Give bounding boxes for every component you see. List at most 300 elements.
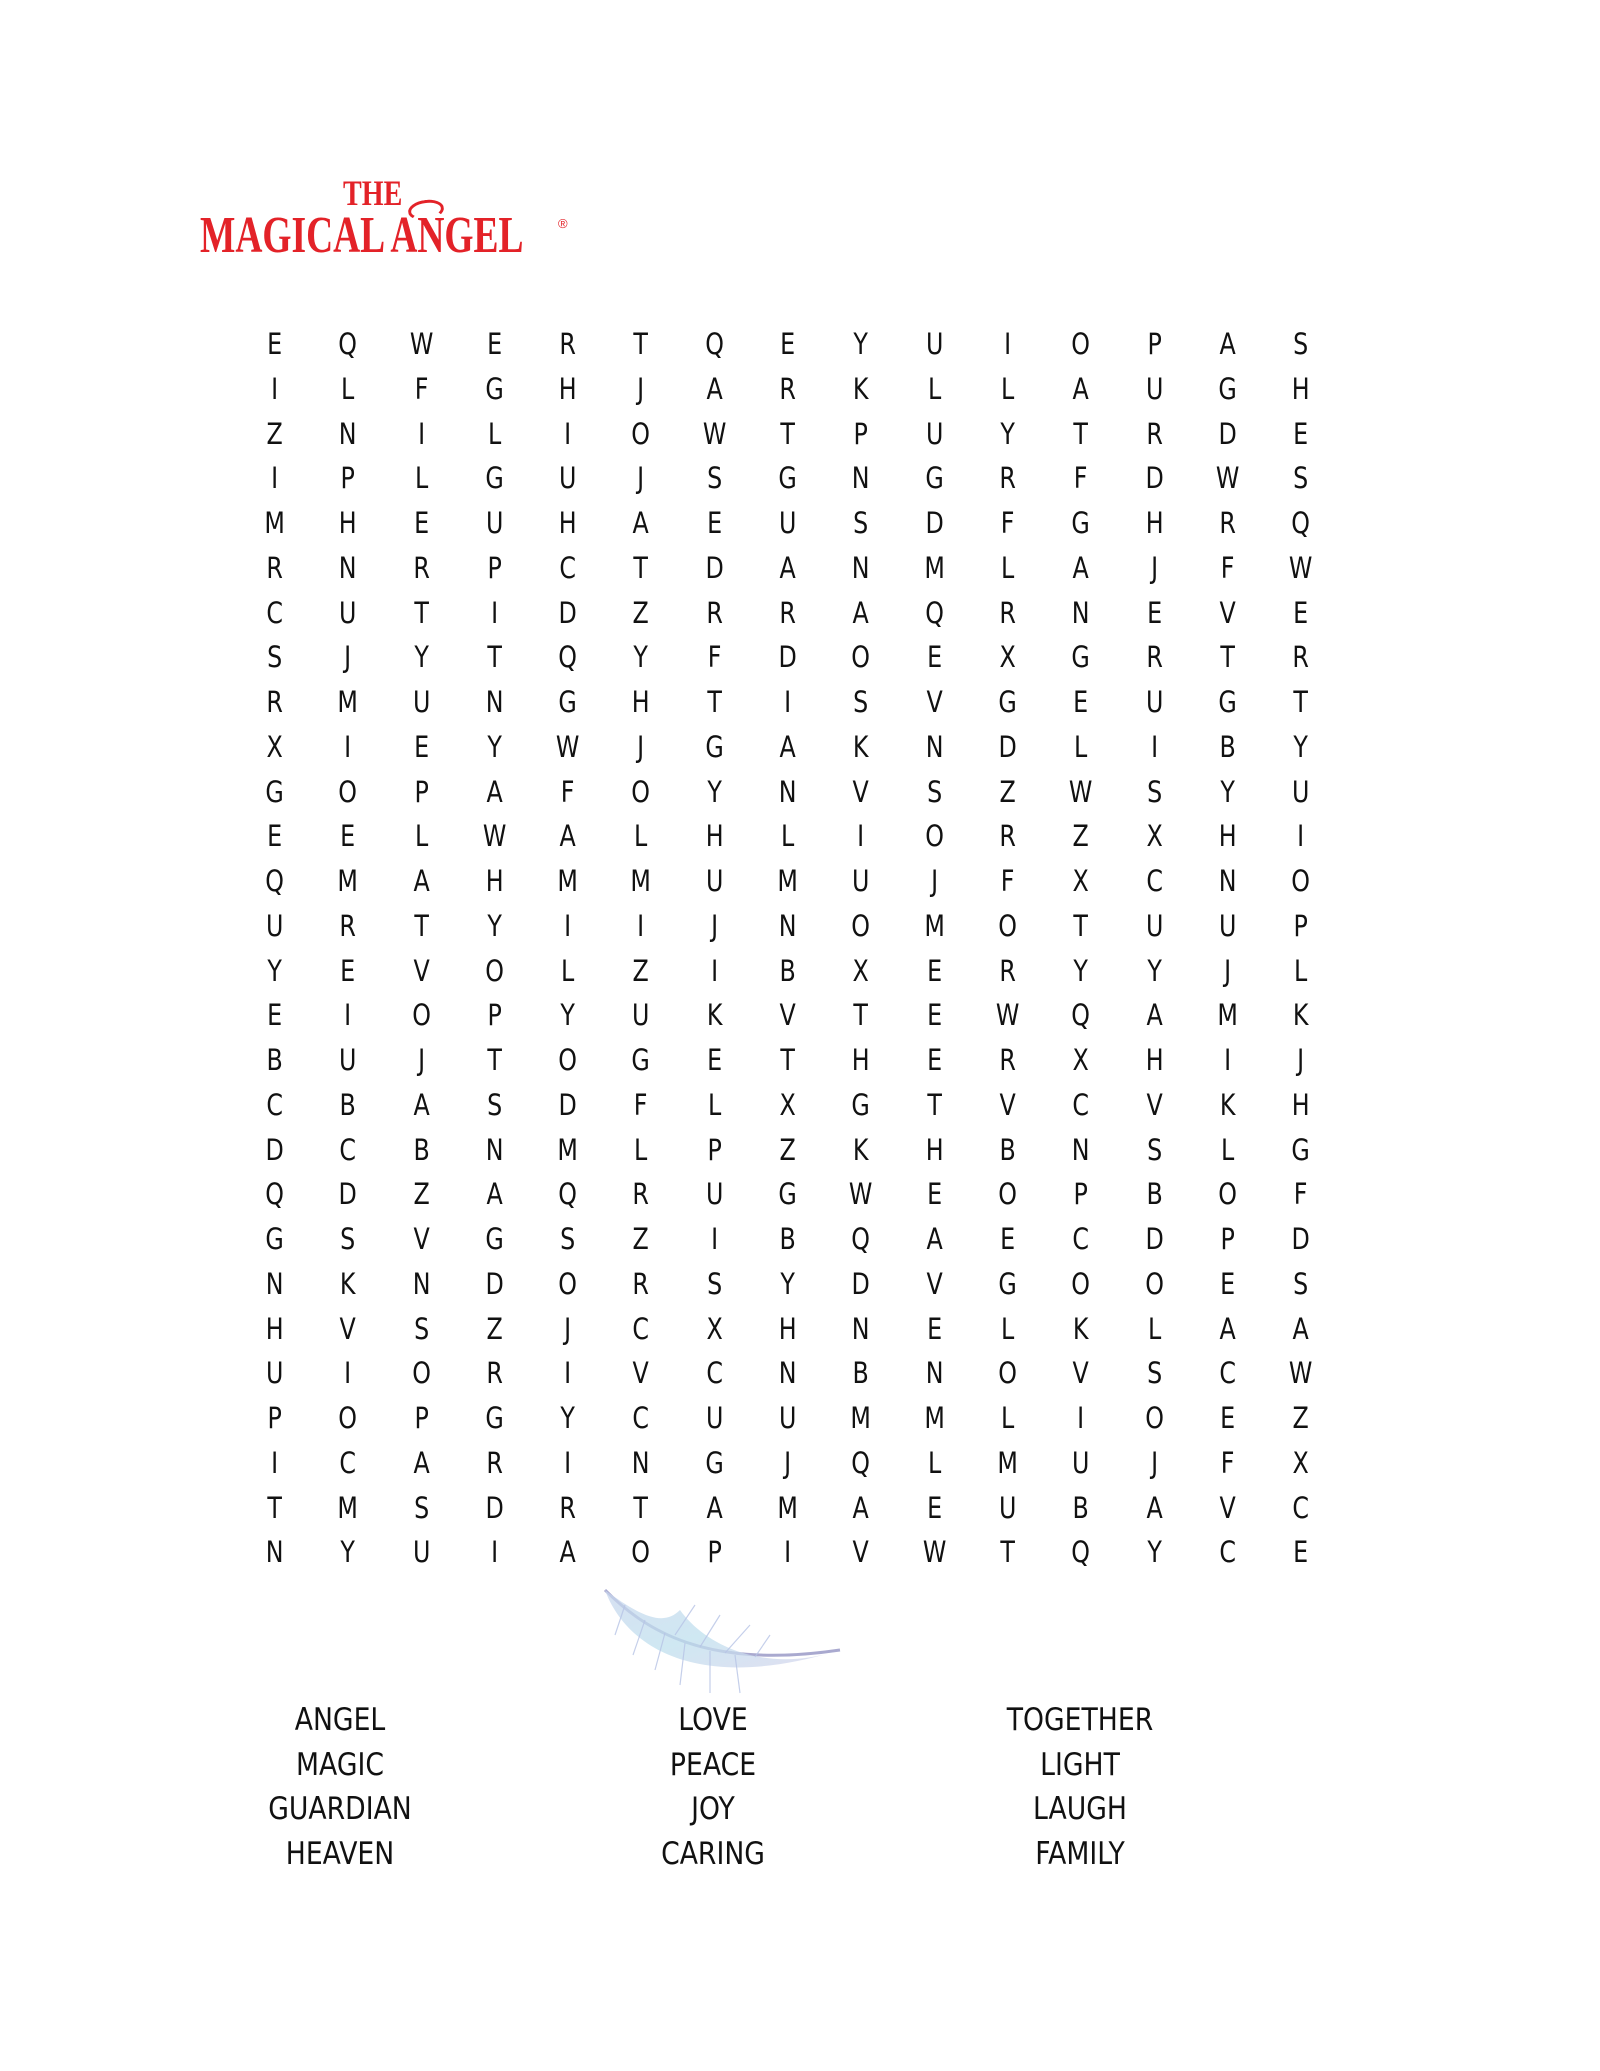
- grid-letter: I: [1297, 819, 1305, 854]
- grid-letter: I: [637, 908, 645, 943]
- grid-letter: R: [1145, 640, 1163, 675]
- grid-letter: Q: [1071, 1535, 1091, 1570]
- grid-letter: G: [705, 1445, 724, 1480]
- grid-letter: Z: [486, 1311, 503, 1346]
- grid-letter: L: [1000, 371, 1015, 406]
- grid-letter: N: [632, 1445, 651, 1480]
- word-item: HEAVEN: [285, 1835, 395, 1872]
- grid-letter: A: [413, 1087, 430, 1122]
- grid-letter: L: [634, 819, 648, 854]
- grid-letter: H: [265, 1311, 284, 1346]
- grid-letter: G: [1218, 371, 1237, 406]
- grid-letter: U: [852, 864, 870, 898]
- grid-letter: Z: [1292, 1401, 1309, 1435]
- grid-letter: H: [485, 864, 504, 898]
- grid-letter: G: [1071, 640, 1091, 675]
- grid-letter: V: [1219, 595, 1236, 630]
- grid-letter: L: [634, 1132, 648, 1167]
- grid-letter: V: [413, 953, 430, 988]
- grid-letter: Q: [1071, 998, 1091, 1033]
- grid-letter: M: [337, 1490, 359, 1525]
- grid-letter: N: [1072, 1132, 1090, 1167]
- grid-letter: R: [559, 1490, 577, 1525]
- grid-letter: D: [1291, 1222, 1310, 1256]
- grid-letter: W: [995, 998, 1020, 1033]
- grid-letter: K: [1073, 1311, 1089, 1346]
- grid-letter: H: [1218, 819, 1237, 854]
- grid-letter: O: [1218, 1177, 1237, 1212]
- grid-letter: U: [485, 506, 504, 540]
- grid-letter: O: [558, 1043, 578, 1077]
- grid-letter: O: [338, 774, 358, 809]
- grid-letter: X: [1072, 864, 1090, 898]
- grid-letter: U: [265, 1356, 284, 1391]
- grid-letter: T: [1220, 640, 1235, 675]
- grid-letter: W: [922, 1535, 947, 1570]
- grid-letter: A: [413, 864, 430, 898]
- grid-letter: A: [926, 1222, 943, 1256]
- grid-letter: L: [927, 371, 941, 406]
- grid-letter: Z: [266, 416, 283, 451]
- grid-letter: K: [853, 729, 869, 764]
- grid-letter: C: [1219, 1535, 1236, 1570]
- grid-letter: A: [559, 819, 576, 854]
- grid-letter: G: [485, 461, 504, 496]
- grid-letter: B: [779, 1222, 796, 1256]
- grid-letter: T: [1073, 416, 1089, 451]
- grid-letter: L: [1294, 953, 1308, 988]
- logo-the: THE: [343, 173, 403, 213]
- grid-letter: D: [1145, 461, 1164, 496]
- grid-letter: O: [1144, 1266, 1164, 1301]
- grid-letter: D: [851, 1266, 871, 1301]
- grid-letter: I: [710, 953, 718, 988]
- grid-letter: R: [632, 1266, 650, 1301]
- grid-letter: E: [1000, 1222, 1016, 1256]
- grid-letter: C: [266, 1087, 283, 1122]
- grid-letter: U: [998, 1490, 1017, 1525]
- grid-letter: O: [411, 998, 431, 1033]
- grid-letter: E: [1293, 1535, 1309, 1570]
- grid-letter: N: [925, 1356, 944, 1391]
- grid-letter: R: [266, 685, 283, 719]
- grid-letter: N: [1072, 595, 1090, 630]
- grid-letter: Y: [340, 1535, 356, 1570]
- grid-letter: Q: [851, 1222, 871, 1256]
- grid-letter: I: [784, 685, 792, 719]
- grid-letter: A: [486, 1177, 503, 1212]
- grid-letter: J: [417, 1043, 425, 1077]
- grid-letter: O: [851, 908, 871, 943]
- grid-letter: V: [1146, 1087, 1163, 1122]
- grid-letter: P: [707, 1132, 722, 1167]
- grid-letter: Q: [558, 1177, 578, 1212]
- grid-letter: Q: [851, 1445, 871, 1480]
- grid-letter: O: [851, 640, 871, 675]
- grid-letter: T: [487, 1043, 502, 1077]
- grid-letter: R: [486, 1445, 503, 1480]
- grid-letter: C: [632, 1401, 650, 1435]
- grid-letter: E: [487, 327, 503, 361]
- grid-letter: I: [271, 1445, 279, 1480]
- grid-letter: M: [997, 1445, 1018, 1480]
- word-item: MAGIC: [296, 1746, 384, 1783]
- grid-letter: R: [999, 461, 1016, 496]
- grid-letter: H: [558, 506, 577, 540]
- grid-letter: L: [341, 371, 355, 406]
- grid-letter: D: [338, 1177, 358, 1212]
- grid-letter: Q: [1291, 506, 1311, 540]
- grid-letter: H: [778, 1311, 797, 1346]
- grid-letter: G: [998, 685, 1017, 719]
- grid-letter: I: [271, 371, 279, 406]
- word-item: GUARDIAN: [268, 1791, 412, 1827]
- grid-letter: H: [925, 1132, 944, 1167]
- grid-letter: V: [926, 685, 943, 719]
- grid-letter: Z: [632, 1222, 650, 1256]
- grid-letter: Z: [632, 595, 650, 630]
- grid-letter: R: [999, 819, 1016, 854]
- grid-letter: W: [1289, 550, 1313, 585]
- grid-letter: G: [1071, 506, 1091, 540]
- grid-letter: P: [267, 1401, 282, 1435]
- grid-letter: M: [337, 685, 359, 719]
- grid-letter: A: [852, 595, 870, 630]
- grid-letter: J: [1150, 1445, 1158, 1480]
- grid-letter: H: [705, 819, 724, 854]
- grid-letter: F: [634, 1087, 648, 1122]
- grid-letter: N: [925, 729, 944, 764]
- grid-letter: M: [924, 1401, 945, 1435]
- grid-letter: K: [1292, 998, 1309, 1033]
- grid-letter: O: [1144, 1401, 1164, 1435]
- grid-letter: C: [266, 595, 283, 630]
- grid-letter: E: [926, 1490, 942, 1525]
- grid-letter: S: [1146, 774, 1162, 809]
- grid-letter: D: [558, 1087, 577, 1122]
- grid-letter: Z: [1072, 819, 1090, 854]
- grid-letter: I: [344, 998, 352, 1033]
- grid-letter: P: [1073, 1177, 1089, 1212]
- word-list-column-2: [563, 1698, 863, 1876]
- grid-letter: G: [925, 461, 944, 496]
- grid-letter: R: [339, 908, 357, 943]
- grid-letter: V: [926, 1266, 943, 1301]
- grid-letter: M: [924, 550, 945, 585]
- grid-letter: T: [707, 685, 722, 719]
- grid-letter: K: [340, 1266, 356, 1301]
- grid-letter: I: [344, 1356, 352, 1391]
- grid-letter: C: [1145, 864, 1163, 898]
- grid-letter: P: [487, 998, 502, 1033]
- grid-letter: H: [1145, 506, 1164, 540]
- grid-letter: V: [339, 1311, 357, 1346]
- grid-letter: Y: [1293, 729, 1309, 764]
- grid-letter: G: [265, 774, 284, 809]
- grid-letter: B: [1072, 1490, 1090, 1525]
- grid-letter: Y: [560, 1401, 576, 1435]
- grid-letter: V: [1219, 1490, 1236, 1525]
- grid-letter: Y: [1220, 774, 1235, 809]
- grid-letter: I: [564, 1356, 572, 1391]
- grid-letter: Y: [1146, 1535, 1162, 1570]
- brand-logo: [200, 172, 580, 272]
- grid-letter: U: [1145, 685, 1163, 719]
- grid-letter: Z: [779, 1132, 796, 1167]
- grid-letter: F: [1000, 864, 1015, 898]
- grid-letter: O: [1071, 1266, 1091, 1301]
- grid-letter: A: [1072, 371, 1090, 406]
- grid-letter: P: [340, 461, 356, 496]
- grid-letter: L: [561, 953, 575, 988]
- grid-letter: H: [1291, 371, 1310, 406]
- grid-letter: D: [998, 729, 1017, 764]
- grid-letter: F: [560, 774, 575, 809]
- grid-letter: G: [558, 685, 578, 719]
- word-item: CARING: [661, 1835, 765, 1872]
- grid-letter: L: [1000, 1401, 1015, 1435]
- grid-letter: E: [267, 327, 283, 361]
- grid-letter: D: [1145, 1222, 1164, 1256]
- grid-letter: P: [487, 550, 502, 585]
- grid-letter: T: [487, 640, 502, 675]
- grid-letter: P: [1293, 908, 1308, 943]
- grid-letter: U: [705, 864, 724, 898]
- grid-letter: N: [852, 1311, 870, 1346]
- grid-letter: H: [632, 685, 651, 719]
- grid-letter: Y: [1146, 953, 1162, 988]
- grid-letter: H: [558, 371, 577, 406]
- grid-letter: U: [412, 685, 430, 719]
- word-item: LAUGH: [1033, 1791, 1127, 1827]
- grid-letter: T: [267, 1490, 282, 1525]
- grid-letter: N: [265, 1535, 284, 1570]
- grid-letter: E: [413, 729, 429, 764]
- grid-letter: B: [1219, 729, 1236, 764]
- grid-letter: S: [853, 685, 869, 719]
- grid-letter: E: [413, 506, 429, 540]
- grid-letter: D: [485, 1266, 504, 1301]
- grid-letter: O: [558, 1266, 578, 1301]
- grid-letter: M: [924, 908, 945, 943]
- grid-letter: D: [925, 506, 944, 540]
- grid-letter: L: [1220, 1132, 1235, 1167]
- grid-letter: C: [706, 1356, 723, 1391]
- grid-letter: T: [633, 550, 649, 585]
- grid-letter: S: [1146, 1132, 1162, 1167]
- grid-letter: N: [485, 1132, 504, 1167]
- grid-letter: J: [1297, 1043, 1305, 1077]
- grid-letter: S: [1293, 1266, 1309, 1301]
- grid-letter: D: [265, 1132, 284, 1167]
- grid-letter: E: [926, 1311, 942, 1346]
- grid-letter: Q: [265, 1177, 285, 1212]
- grid-letter: G: [778, 1177, 797, 1212]
- grid-letter: F: [414, 371, 429, 406]
- grid-letter: I: [857, 819, 865, 854]
- grid-letter: S: [926, 774, 942, 809]
- grid-letter: B: [266, 1043, 283, 1077]
- grid-letter: H: [852, 1043, 870, 1077]
- grid-letter: Y: [707, 774, 722, 809]
- grid-letter: C: [559, 550, 577, 585]
- grid-letter: I: [1004, 327, 1012, 361]
- grid-letter: T: [633, 1490, 649, 1525]
- grid-letter: R: [559, 327, 577, 361]
- grid-letter: D: [1218, 416, 1237, 451]
- grid-letter: N: [1218, 864, 1237, 898]
- grid-letter: V: [1072, 1356, 1090, 1391]
- grid-letter: P: [853, 416, 869, 451]
- grid-letter: M: [777, 1490, 798, 1525]
- grid-letter: I: [344, 729, 352, 764]
- grid-letter: L: [781, 819, 795, 854]
- grid-letter: C: [1219, 1356, 1236, 1391]
- grid-letter: E: [267, 998, 283, 1033]
- grid-letter: Q: [924, 595, 944, 630]
- grid-letter: A: [486, 774, 503, 809]
- grid-letter: O: [924, 819, 944, 854]
- grid-letter: O: [998, 1177, 1017, 1212]
- grid-letter: M: [1217, 998, 1238, 1033]
- grid-letter: E: [706, 1043, 722, 1077]
- grid-letter: G: [1291, 1132, 1311, 1167]
- grid-letter: R: [1145, 416, 1163, 451]
- grid-letter: W: [1069, 774, 1093, 809]
- grid-letter: T: [413, 908, 429, 943]
- grid-letter: R: [779, 595, 796, 630]
- grid-letter: E: [926, 998, 942, 1033]
- grid-letter: T: [927, 1087, 942, 1122]
- grid-letter: R: [999, 595, 1016, 630]
- grid-letter: I: [564, 416, 572, 451]
- grid-letter: L: [927, 1445, 941, 1480]
- grid-letter: B: [339, 1087, 357, 1122]
- grid-letter: A: [706, 1490, 723, 1525]
- grid-letter: Q: [558, 640, 578, 675]
- grid-letter: A: [779, 729, 796, 764]
- grid-letter: K: [706, 998, 723, 1033]
- grid-letter: G: [851, 1087, 871, 1122]
- grid-letter: A: [779, 550, 796, 585]
- grid-letter: D: [705, 550, 724, 585]
- grid-letter: U: [339, 1043, 357, 1077]
- grid-letter: U: [779, 1401, 797, 1435]
- logo-title: MAGICAL ANGEL: [200, 207, 524, 264]
- grid-letter: W: [482, 819, 507, 854]
- grid-letter: W: [1289, 1356, 1313, 1391]
- word-item: ANGEL: [294, 1702, 386, 1738]
- grid-letter: V: [632, 1356, 650, 1391]
- grid-letter: M: [557, 864, 579, 898]
- grid-letter: U: [1292, 774, 1310, 809]
- grid-letter: S: [486, 1087, 503, 1122]
- grid-letter: X: [1146, 819, 1163, 854]
- grid-letter: L: [414, 461, 428, 496]
- grid-letter: B: [852, 1356, 870, 1391]
- grid-letter: O: [411, 1356, 431, 1391]
- grid-letter: U: [1145, 371, 1163, 406]
- grid-letter: X: [266, 729, 283, 764]
- grid-letter: J: [637, 461, 645, 496]
- grid-letter: K: [1219, 1087, 1236, 1122]
- grid-letter: O: [338, 1401, 358, 1435]
- grid-letter: O: [631, 774, 651, 809]
- grid-letter: O: [1291, 864, 1311, 898]
- grid-letter: Y: [1073, 953, 1089, 988]
- grid-letter: Y: [633, 640, 649, 675]
- grid-letter: Q: [265, 864, 285, 898]
- grid-letter: U: [1218, 908, 1237, 943]
- grid-letter: B: [1146, 1177, 1163, 1212]
- grid-letter: S: [560, 1222, 576, 1256]
- grid-letter: D: [778, 640, 797, 675]
- grid-letter: J: [637, 371, 645, 406]
- grid-letter: S: [340, 1222, 356, 1256]
- grid-letter: T: [633, 327, 649, 361]
- grid-letter: V: [779, 998, 796, 1033]
- grid-letter: D: [558, 595, 577, 630]
- grid-letter: I: [564, 1445, 572, 1480]
- grid-letter: W: [1215, 461, 1240, 496]
- grid-letter: X: [999, 640, 1016, 675]
- grid-letter: M: [557, 1132, 579, 1167]
- grid-letter: R: [999, 1043, 1016, 1077]
- grid-letter: S: [1293, 327, 1309, 361]
- word-item: LOVE: [678, 1702, 748, 1738]
- grid-letter: W: [556, 729, 580, 764]
- grid-letter: L: [1074, 729, 1088, 764]
- grid-letter: C: [1072, 1222, 1090, 1256]
- grid-letter: N: [852, 461, 870, 496]
- grid-letter: A: [1146, 1490, 1163, 1525]
- grid-letter: T: [1293, 685, 1309, 719]
- grid-letter: L: [707, 1087, 722, 1122]
- grid-letter: Y: [413, 640, 429, 675]
- grid-letter: L: [414, 819, 428, 854]
- grid-letter: G: [265, 1222, 284, 1256]
- grid-letter: E: [1293, 595, 1309, 630]
- grid-letter: R: [706, 595, 723, 630]
- grid-letter: L: [1000, 1311, 1015, 1346]
- grid-letter: U: [265, 908, 284, 943]
- grid-letter: B: [999, 1132, 1016, 1167]
- grid-letter: E: [267, 819, 283, 854]
- grid-letter: X: [779, 1087, 796, 1122]
- grid-letter: S: [267, 640, 283, 675]
- grid-letter: E: [1219, 1266, 1236, 1301]
- grid-letter: I: [1223, 1043, 1232, 1077]
- grid-letter: R: [1219, 506, 1236, 540]
- grid-letter: E: [706, 506, 722, 540]
- grid-letter: X: [1072, 1043, 1090, 1077]
- grid-letter: E: [926, 953, 942, 988]
- grid-letter: T: [1000, 1535, 1015, 1570]
- grid-letter: T: [853, 998, 869, 1033]
- grid-letter: S: [706, 461, 722, 496]
- grid-letter: M: [630, 864, 652, 898]
- grid-letter: G: [998, 1266, 1017, 1301]
- grid-letter: C: [632, 1311, 650, 1346]
- grid-letter: G: [485, 1222, 504, 1256]
- registered-mark: ®: [558, 216, 568, 231]
- grid-letter: E: [1293, 416, 1309, 451]
- grid-letter: P: [1147, 327, 1162, 361]
- grid-letter: G: [1218, 685, 1237, 719]
- grid-letter: U: [925, 327, 944, 361]
- grid-letter: W: [849, 1177, 873, 1212]
- grid-letter: A: [852, 1490, 870, 1525]
